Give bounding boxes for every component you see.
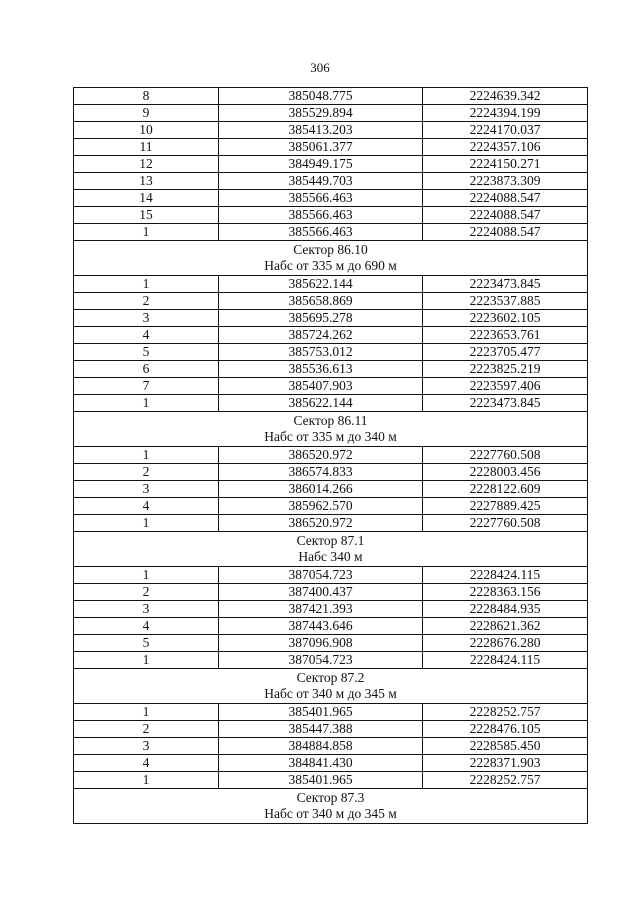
table-row bbox=[74, 515, 588, 532]
y-coordinate-cell: 2224357.106 bbox=[423, 139, 588, 156]
point-number-cell: 3 bbox=[74, 601, 219, 618]
x-coordinate-cell: 385566.463 bbox=[219, 190, 423, 207]
table-row bbox=[74, 652, 588, 669]
x-coordinate-cell: 385658.869 bbox=[219, 293, 423, 310]
x-coordinate-cell: 387400.437 bbox=[219, 584, 423, 601]
y-coordinate-cell: 2223653.761 bbox=[423, 327, 588, 344]
x-coordinate-cell: 386574.833 bbox=[219, 464, 423, 481]
y-coordinate-cell: 2228676.280 bbox=[423, 635, 588, 652]
point-number-cell: 2 bbox=[74, 721, 219, 738]
sector-header-row bbox=[74, 669, 588, 704]
point-number-cell: 9 bbox=[74, 105, 219, 122]
point-number-cell: 11 bbox=[74, 139, 219, 156]
y-coordinate-cell: 2223597.406 bbox=[423, 378, 588, 395]
y-coordinate-cell: 2224088.547 bbox=[423, 224, 588, 241]
coordinates-table bbox=[73, 87, 588, 824]
y-coordinate-cell: 2228252.757 bbox=[423, 772, 588, 789]
x-coordinate-cell: 385048.775 bbox=[219, 88, 423, 105]
sector-elevation: Набс от 340 м до 345 м bbox=[264, 806, 397, 821]
table-row bbox=[74, 224, 588, 241]
x-coordinate-cell: 384841.430 bbox=[219, 755, 423, 772]
point-number-cell: 2 bbox=[74, 293, 219, 310]
point-number-cell: 5 bbox=[74, 344, 219, 361]
point-number-cell: 8 bbox=[74, 88, 219, 105]
sector-header-row bbox=[74, 241, 588, 276]
y-coordinate-cell: 2228424.115 bbox=[423, 652, 588, 669]
table-row bbox=[74, 395, 588, 412]
x-coordinate-cell: 387096.908 bbox=[219, 635, 423, 652]
table-row bbox=[74, 190, 588, 207]
table-row bbox=[74, 755, 588, 772]
table-row bbox=[74, 344, 588, 361]
sector-header-cell bbox=[74, 241, 588, 276]
x-coordinate-cell: 387054.723 bbox=[219, 567, 423, 584]
table-row bbox=[74, 173, 588, 190]
point-number-cell: 3 bbox=[74, 738, 219, 755]
y-coordinate-cell: 2224088.547 bbox=[423, 190, 588, 207]
x-coordinate-cell: 385622.144 bbox=[219, 395, 423, 412]
point-number-cell: 4 bbox=[74, 327, 219, 344]
point-number-cell: 1 bbox=[74, 515, 219, 532]
y-coordinate-cell: 2228621.362 bbox=[423, 618, 588, 635]
sector-header-cell bbox=[74, 412, 588, 447]
table-row bbox=[74, 105, 588, 122]
y-coordinate-cell: 2228371.903 bbox=[423, 755, 588, 772]
sector-elevation: Набс от 335 м до 690 м bbox=[264, 258, 397, 273]
x-coordinate-cell: 385962.570 bbox=[219, 498, 423, 515]
x-coordinate-cell: 385753.012 bbox=[219, 344, 423, 361]
table-row bbox=[74, 156, 588, 173]
sector-header-row bbox=[74, 789, 588, 824]
y-coordinate-cell: 2223825.219 bbox=[423, 361, 588, 378]
point-number-cell: 1 bbox=[74, 772, 219, 789]
table-row bbox=[74, 207, 588, 224]
y-coordinate-cell: 2223537.885 bbox=[423, 293, 588, 310]
point-number-cell: 5 bbox=[74, 635, 219, 652]
table-row bbox=[74, 721, 588, 738]
table-row bbox=[74, 327, 588, 344]
x-coordinate-cell: 387443.646 bbox=[219, 618, 423, 635]
point-number-cell: 4 bbox=[74, 755, 219, 772]
page-number: 306 bbox=[310, 60, 330, 75]
y-coordinate-cell: 2228252.757 bbox=[423, 704, 588, 721]
x-coordinate-cell: 385413.203 bbox=[219, 122, 423, 139]
point-number-cell: 1 bbox=[74, 447, 219, 464]
point-number-cell: 2 bbox=[74, 464, 219, 481]
table-row bbox=[74, 584, 588, 601]
x-coordinate-cell: 387421.393 bbox=[219, 601, 423, 618]
y-coordinate-cell: 2228424.115 bbox=[423, 567, 588, 584]
point-number-cell: 6 bbox=[74, 361, 219, 378]
x-coordinate-cell: 386520.972 bbox=[219, 515, 423, 532]
y-coordinate-cell: 2227760.508 bbox=[423, 447, 588, 464]
x-coordinate-cell: 385566.463 bbox=[219, 207, 423, 224]
point-number-cell: 4 bbox=[74, 618, 219, 635]
y-coordinate-cell: 2223473.845 bbox=[423, 395, 588, 412]
table-row bbox=[74, 447, 588, 464]
x-coordinate-cell: 385401.965 bbox=[219, 704, 423, 721]
x-coordinate-cell: 385695.278 bbox=[219, 310, 423, 327]
sector-elevation: Набс от 340 м до 345 м bbox=[264, 686, 397, 701]
y-coordinate-cell: 2228484.935 bbox=[423, 601, 588, 618]
x-coordinate-cell: 386520.972 bbox=[219, 447, 423, 464]
y-coordinate-cell: 2228003.456 bbox=[423, 464, 588, 481]
point-number-cell: 13 bbox=[74, 173, 219, 190]
x-coordinate-cell: 385529.894 bbox=[219, 105, 423, 122]
y-coordinate-cell: 2228476.105 bbox=[423, 721, 588, 738]
table-row bbox=[74, 601, 588, 618]
x-coordinate-cell: 387054.723 bbox=[219, 652, 423, 669]
y-coordinate-cell: 2224639.342 bbox=[423, 88, 588, 105]
point-number-cell: 7 bbox=[74, 378, 219, 395]
table-row bbox=[74, 276, 588, 293]
x-coordinate-cell: 385401.965 bbox=[219, 772, 423, 789]
y-coordinate-cell: 2224150.271 bbox=[423, 156, 588, 173]
y-coordinate-cell: 2224394.199 bbox=[423, 105, 588, 122]
y-coordinate-cell: 2224088.547 bbox=[423, 207, 588, 224]
point-number-cell: 3 bbox=[74, 310, 219, 327]
x-coordinate-cell: 385449.703 bbox=[219, 173, 423, 190]
sector-header-cell bbox=[74, 532, 588, 567]
point-number-cell: 15 bbox=[74, 207, 219, 224]
table-row bbox=[74, 293, 588, 310]
point-number-cell: 1 bbox=[74, 567, 219, 584]
sector-title: Сектор 87.1 bbox=[296, 533, 365, 548]
table-row bbox=[74, 378, 588, 395]
sector-header-cell bbox=[74, 669, 588, 704]
sector-elevation: Набс 340 м bbox=[298, 549, 363, 564]
sector-title: Сектор 87.2 bbox=[296, 670, 365, 685]
point-number-cell: 3 bbox=[74, 481, 219, 498]
sector-title: Сектор 86.10 bbox=[293, 242, 368, 257]
table-row bbox=[74, 567, 588, 584]
sector-header-row bbox=[74, 412, 588, 447]
y-coordinate-cell: 2227889.425 bbox=[423, 498, 588, 515]
table-row bbox=[74, 122, 588, 139]
sector-elevation: Набс от 335 м до 340 м bbox=[264, 429, 397, 444]
table-row bbox=[74, 464, 588, 481]
y-coordinate-cell: 2223873.309 bbox=[423, 173, 588, 190]
point-number-cell: 2 bbox=[74, 584, 219, 601]
table-row bbox=[74, 481, 588, 498]
point-number-cell: 10 bbox=[74, 122, 219, 139]
table-row bbox=[74, 704, 588, 721]
point-number-cell: 14 bbox=[74, 190, 219, 207]
point-number-cell: 12 bbox=[74, 156, 219, 173]
point-number-cell: 1 bbox=[74, 704, 219, 721]
x-coordinate-cell: 385447.388 bbox=[219, 721, 423, 738]
table-row bbox=[74, 310, 588, 327]
point-number-cell: 1 bbox=[74, 276, 219, 293]
table-row bbox=[74, 88, 588, 105]
x-coordinate-cell: 385566.463 bbox=[219, 224, 423, 241]
x-coordinate-cell: 384949.175 bbox=[219, 156, 423, 173]
sector-header-cell bbox=[74, 789, 588, 824]
y-coordinate-cell: 2228363.156 bbox=[423, 584, 588, 601]
table-row bbox=[74, 635, 588, 652]
point-number-cell: 1 bbox=[74, 395, 219, 412]
y-coordinate-cell: 2227760.508 bbox=[423, 515, 588, 532]
x-coordinate-cell: 385622.144 bbox=[219, 276, 423, 293]
sector-header-row bbox=[74, 532, 588, 567]
y-coordinate-cell: 2223473.845 bbox=[423, 276, 588, 293]
x-coordinate-cell: 386014.266 bbox=[219, 481, 423, 498]
coordinates-table-body bbox=[74, 88, 588, 824]
point-number-cell: 1 bbox=[74, 652, 219, 669]
table-row bbox=[74, 361, 588, 378]
table-row bbox=[74, 618, 588, 635]
y-coordinate-cell: 2223705.477 bbox=[423, 344, 588, 361]
table-row bbox=[74, 498, 588, 515]
x-coordinate-cell: 385724.262 bbox=[219, 327, 423, 344]
x-coordinate-cell: 385536.613 bbox=[219, 361, 423, 378]
table-row bbox=[74, 139, 588, 156]
x-coordinate-cell: 385407.903 bbox=[219, 378, 423, 395]
table-row bbox=[74, 738, 588, 755]
y-coordinate-cell: 2228122.609 bbox=[423, 481, 588, 498]
sector-title: Сектор 86.11 bbox=[293, 413, 368, 428]
y-coordinate-cell: 2223602.105 bbox=[423, 310, 588, 327]
table-row bbox=[74, 772, 588, 789]
x-coordinate-cell: 385061.377 bbox=[219, 139, 423, 156]
x-coordinate-cell: 384884.858 bbox=[219, 738, 423, 755]
y-coordinate-cell: 2224170.037 bbox=[423, 122, 588, 139]
point-number-cell: 1 bbox=[74, 224, 219, 241]
sector-title: Сектор 87.3 bbox=[296, 790, 365, 805]
y-coordinate-cell: 2228585.450 bbox=[423, 738, 588, 755]
point-number-cell: 4 bbox=[74, 498, 219, 515]
